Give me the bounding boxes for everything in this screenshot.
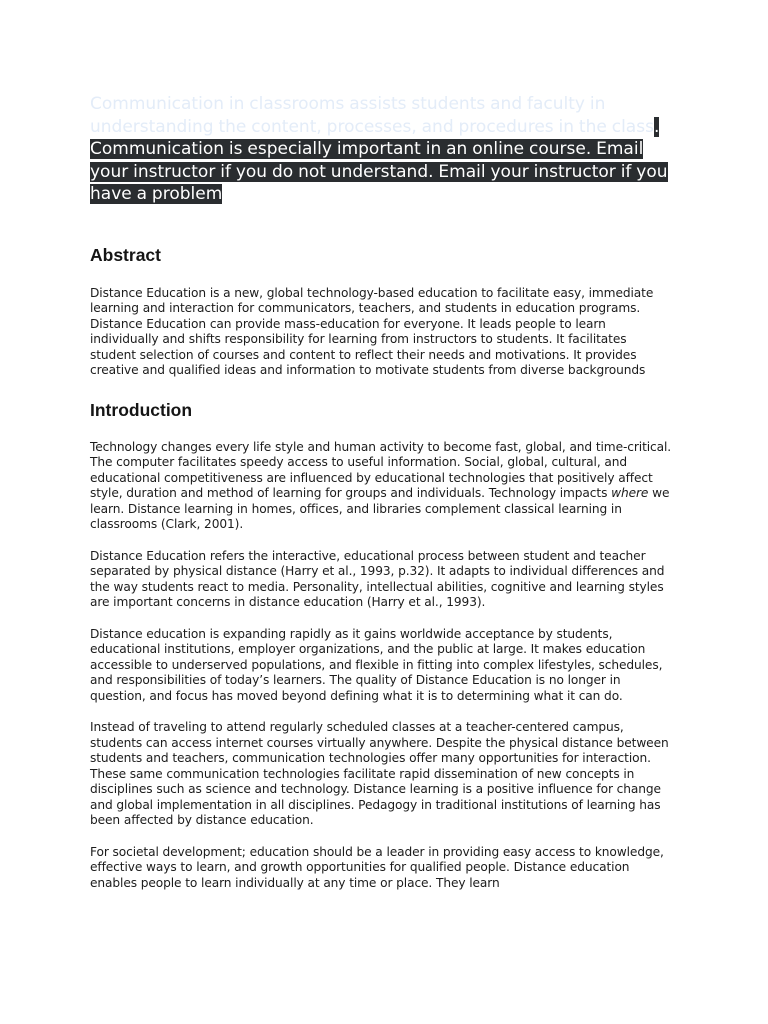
- introduction-heading: Introduction: [90, 399, 193, 420]
- intro-paragraph-2: Distance Education refers the interactive, educational process between student and teacher separated by physical distance (Harry et al., 1993, p.32). It adapts to individual differences and the way students react to media. Personality, intellectual abilities, cognitive and learning styles are important concerns in distance education (Harry et al., 1993).: [90, 548, 665, 609]
- intro-p1-text-a: Technology changes every life style and human activity to become fast, global, and time-critical. The computer facilitates speedy access to useful information. Social, global, cultural, and educational competitiveness are influenced by educational technologies that positively affect style, duration and method of learning for groups and individuals. Technology impacts: [90, 439, 672, 500]
- document-page: [90, 93, 676, 891]
- intro-notice: [90, 93, 676, 206]
- intro-faint-text: Communication in classrooms assists students and faculty in understanding the content, processes, and procedures in the class: [90, 94, 654, 137]
- intro-paragraph-3: Distance education is expanding rapidly as it gains worldwide acceptance by students, educational institutions, employer organizations, and the public at large. It makes education accessible to underserved populations, and flexible in fitting into complex lifestyles, schedules, and responsibilities of today’s learners. The quality of Distance Education is no longer in question, and focus has moved beyond defining what it is to determining what it can do.: [90, 626, 663, 703]
- intro-p1-emphasis: where: [611, 486, 649, 500]
- intro-p1-text-b: we learn. Distance learning in homes, offices, and libraries complement classical learning in classrooms (Clark, 2001).: [90, 486, 670, 531]
- intro-highlighted-text: . Communication is especially important in an online course. Email your instructor if you do not understand. Email your instructor if you have a problem: [90, 116, 668, 204]
- intro-paragraph-1: [90, 440, 676, 533]
- intro-paragraph-5: For societal development; education should be a leader in providing easy access to knowledge, effective ways to learn, and growth opportunities for qualified people. Distance education enables people to learn individually at any time or place. They learn: [90, 844, 664, 890]
- abstract-heading: Abstract: [90, 244, 161, 265]
- abstract-paragraph: Distance Education is a new, global technology-based education to facilitate easy, immediate learning and interaction for communicators, teachers, and students in education programs. Distance Education can provide mass-education for everyone. It leads people to learn individually and shifts responsibility for learning from instructors to students. It facilitates student selection of courses and content to reflect their needs and motivations. It provides creative and qualified ideas and information to motivate students from diverse backgrounds: [90, 285, 654, 377]
- intro-paragraph-4: Instead of traveling to attend regularly scheduled classes at a teacher-centered campus, students can access internet courses virtually anywhere. Despite the physical distance between students and teachers, communication technologies offer many opportunities for interaction. These same communication technologies facilitate rapid dissemination of new concepts in disciplines such as science and technology. Distance learning is a positive influence for change and global implementation in all disciplines. Pedagogy in traditional institutions of learning has been affected by distance education.: [90, 720, 669, 827]
